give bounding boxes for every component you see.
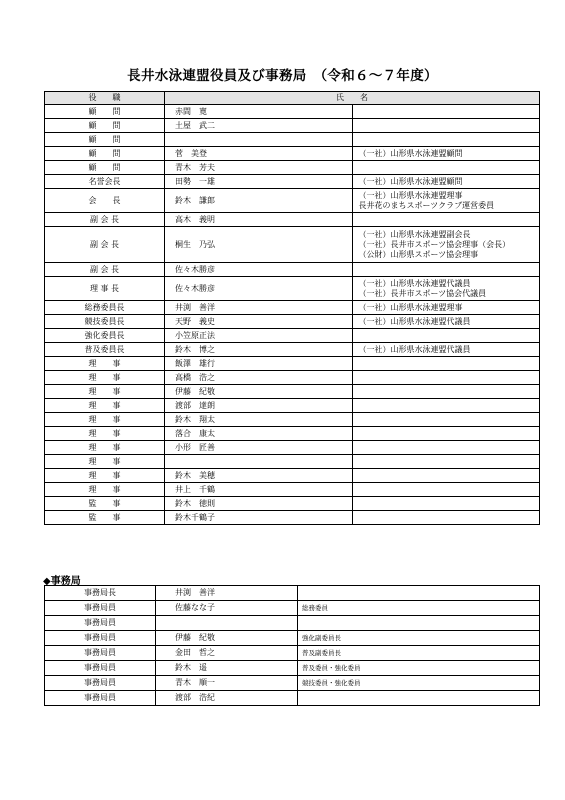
name-cell: 佐藤なな子 [156,601,298,616]
note-cell [352,385,540,399]
table-header-row [45,92,540,105]
name-cell: 鈴木 翔太 [165,413,353,427]
note-cell [352,213,540,227]
note-cell [352,483,540,497]
note-cell: 普及委員・強化委員 [298,661,540,676]
name-cell: 飯澤 雄行 [165,357,353,371]
role-cell: 理 事 [45,441,165,455]
page-title: 長井水泳連盟役員及び事務局 （令和６～７年度） [127,68,438,84]
table-row [45,133,540,147]
name-cell [165,133,353,147]
role-cell: 理 事 [45,483,165,497]
role-cell: 顧 問 [45,161,165,175]
table-row [45,511,540,525]
name-cell: 伊藤 紀敬 [156,631,298,646]
table-row [45,676,540,691]
name-cell: 菅 美登 [165,147,353,161]
table-row [45,227,540,263]
note-cell [352,119,540,133]
note-cell: 強化副委員長 [298,631,540,646]
name-cell: 金田 哲之 [156,646,298,661]
note-cell: （一社）山形県水泳連盟顧問 [352,147,540,161]
role-cell: 事務局員 [45,631,156,646]
role-cell: 強化委員長 [45,329,165,343]
note-cell: （一社）山形県水泳連盟代議員 [352,315,540,329]
office-table [44,585,540,706]
note-cell [352,357,540,371]
table-row [45,371,540,385]
role-cell: 普及委員長 [45,343,165,357]
table-row [45,455,540,469]
role-cell: 理 事 [45,399,165,413]
note-cell [352,371,540,385]
role-cell: 事務局員 [45,646,156,661]
table-row [45,343,540,357]
name-cell: 井渕 善洋 [165,301,353,315]
note-cell: （一社）山形県水泳連盟代議員 （一社）長井市スポーツ協会代議員 [352,277,540,301]
name-cell: 鈴木 美穂 [165,469,353,483]
name-cell: 井上 千鶴 [165,483,353,497]
role-cell: 事務局員 [45,616,156,631]
table-row [45,483,540,497]
name-cell: 小笠原正法 [165,329,353,343]
table-row [45,189,540,213]
table-row [45,161,540,175]
table-row [45,385,540,399]
note-cell [352,511,540,525]
name-cell: 小形 匠善 [165,441,353,455]
name-cell: 鈴木 博之 [165,343,353,357]
table-row [45,315,540,329]
table-row [45,277,540,301]
table-row [45,329,540,343]
table-row [45,213,540,227]
header-role: 役 職 [45,92,165,105]
note-cell: （一社）山形県水泳連盟副会長 （一社）長井市スポーツ協会理事（会長） （公財）山形県スポーツ協会理事 [352,227,540,263]
role-cell: 顧 問 [45,133,165,147]
note-cell: 普及副委員長 [298,646,540,661]
table-row [45,105,540,119]
note-cell [298,691,540,706]
note-cell [352,133,540,147]
name-cell: 井渕 善洋 [156,586,298,601]
role-cell: 会 長 [45,189,165,213]
role-cell: 副 会 長 [45,213,165,227]
table-row [45,263,540,277]
table-row [45,616,540,631]
note-cell: 総務委員 [298,601,540,616]
note-cell [352,263,540,277]
name-cell: 落合 康太 [165,427,353,441]
role-cell: 顧 問 [45,147,165,161]
note-cell [352,497,540,511]
role-cell: 副 会 長 [45,227,165,263]
name-cell: 天野 義史 [165,315,353,329]
role-cell: 副 会 長 [45,263,165,277]
table-row [45,497,540,511]
table-row [45,119,540,133]
note-cell [352,427,540,441]
role-cell: 理 事 長 [45,277,165,301]
table-row [45,601,540,616]
note-cell: （一社）山形県水泳連盟顧問 [352,175,540,189]
name-cell: 田勢 一雄 [165,175,353,189]
role-cell: 総務委員長 [45,301,165,315]
role-cell: 理 事 [45,413,165,427]
table-row [45,147,540,161]
table-row [45,175,540,189]
note-cell: （一社）山形県水泳連盟理事 [352,301,540,315]
role-cell: 顧 問 [45,119,165,133]
name-cell: 伊藤 紀敬 [165,385,353,399]
name-cell: 高橋 浩之 [165,371,353,385]
note-cell [352,329,540,343]
name-cell: 鈴木 謙郎 [165,189,353,213]
role-cell: 理 事 [45,469,165,483]
role-cell: 監 事 [45,511,165,525]
name-cell: 青木 芳夫 [165,161,353,175]
role-cell: 理 事 [45,371,165,385]
note-cell [352,413,540,427]
role-cell: 事務局員 [45,661,156,676]
name-cell: 渡部 達朗 [165,399,353,413]
name-cell: 鈴木千鶴子 [165,511,353,525]
name-cell: 佐々木勝彦 [165,263,353,277]
name-cell: 渡部 浩紀 [156,691,298,706]
role-cell: 理 事 [45,455,165,469]
role-cell: 監 事 [45,497,165,511]
note-cell [352,399,540,413]
role-cell: 理 事 [45,385,165,399]
note-cell: （一社）山形県水泳連盟代議員 [352,343,540,357]
name-cell: 土屋 武二 [165,119,353,133]
role-cell: 事務局員 [45,676,156,691]
note-cell [352,455,540,469]
table-row [45,586,540,601]
role-cell: 事務局員 [45,691,156,706]
table-row [45,661,540,676]
table-row [45,357,540,371]
role-cell: 競技委員長 [45,315,165,329]
name-cell: 赤間 寛 [165,105,353,119]
table-row [45,691,540,706]
officers-table [44,91,540,525]
note-cell: （一社）山形県水泳連盟理事 長井花のまちスポーツクラブ運営委員 [352,189,540,213]
name-cell [156,616,298,631]
table-row [45,631,540,646]
role-cell: 名誉会長 [45,175,165,189]
note-cell [298,586,540,601]
table-row [45,301,540,315]
table-row [45,413,540,427]
note-cell: 競技委員・強化委員 [298,676,540,691]
name-cell: 鈴木 遥 [156,661,298,676]
name-cell [165,455,353,469]
name-cell: 高木 義明 [165,213,353,227]
note-cell [298,616,540,631]
role-cell: 理 事 [45,427,165,441]
name-cell: 鈴木 徳則 [165,497,353,511]
role-cell: 事務局長 [45,586,156,601]
header-name: 氏 名 [165,92,540,105]
table-row [45,441,540,455]
table-row [45,646,540,661]
table-row [45,469,540,483]
role-cell: 事務局員 [45,601,156,616]
office-section-heading: ◆事務局 [43,576,81,587]
note-cell [352,161,540,175]
role-cell: 理 事 [45,357,165,371]
name-cell: 青木 順一 [156,676,298,691]
table-row [45,399,540,413]
role-cell: 顧 問 [45,105,165,119]
note-cell [352,441,540,455]
table-row [45,427,540,441]
note-cell [352,105,540,119]
note-cell [352,469,540,483]
name-cell: 桐生 乃弘 [165,227,353,263]
name-cell: 佐々木勝彦 [165,277,353,301]
